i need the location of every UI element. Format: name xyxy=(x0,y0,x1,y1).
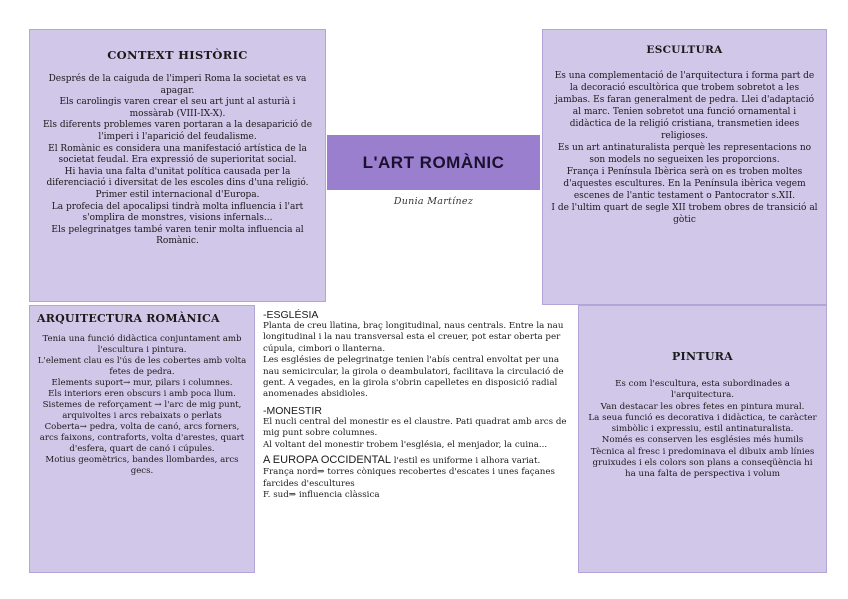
esglesia-heading: -ESGLÉSIA xyxy=(263,309,319,321)
context-heading: CONTEXT HISTÒRIC xyxy=(107,48,248,62)
pintura-paragraph: Només es conserven les esglésies més humils xyxy=(601,435,804,446)
context-paragraph: Després de la caiguda de l'imperi Roma la societat es va apagar. xyxy=(48,74,307,96)
europa-detail: F. sud⇒ influencia clàssica xyxy=(263,490,380,501)
monestir-paragraph: Al voltant del monestir trobem l'església, el menjador, la cuina... xyxy=(263,439,548,450)
pintura-paragraph: Es com l'escultura, esta subordinades a l'arquitectura. xyxy=(615,379,790,401)
context-paragraph: Els diferents problemes varen portaran a la desaparició de l'imperi i l'aparició del feudalisme. xyxy=(42,120,313,142)
arquitectura-paragraph: Motius geomètrics, bandes llombardes, arcs gecs. xyxy=(45,455,239,476)
context-historic-panel xyxy=(29,29,326,302)
arquitectura-paragraph: L'element clau es l'ús de les cobertes amb volta fetes de pedra. xyxy=(37,356,247,377)
context-paragraph: Els pelegrinatges també varen tenir molta influencia al Romànic. xyxy=(51,224,304,247)
pintura-paragraph: Tècnica al fresc i predominava el dibuix amb línies gruixudes i els colors son plans a conseqüència hi ha una falta de perspectiva i volum xyxy=(590,446,815,480)
pintura-heading: PINTURA xyxy=(671,350,734,363)
arquitectura-heading: ARQUITECTURA ROMÀNICA xyxy=(37,312,220,325)
esglesia-paragraph: Planta de creu llatina, braç longitudinal, naus centrals. Entre la nau longitudinal i la nau transversal esta el creuer, pot estar oberta per cúpula, cimbori o llanterna. xyxy=(263,321,564,354)
europa-detail: França nord⇒ torres còniques recobertes d'escates i unes façanes farcides d'escultures xyxy=(263,467,555,489)
arquitectura-paragraph: Elements suport→ mur, pilars i columnes. xyxy=(51,378,233,388)
esglesia-monestir-column xyxy=(263,309,575,571)
context-paragraph: Els carolingis varen crear el seu art junt al asturià i mossàrab (VIII-IX-X). xyxy=(59,97,296,119)
escultura-paragraph: Es un art antinaturalista perquè les representacions no son models no segueixen les proporcions. xyxy=(557,143,812,165)
escultura-panel xyxy=(542,29,827,305)
context-paragraph: La profecia del apocalipsi tindrà molta influencia i l'art s'omplira de monstres, visions infernals... xyxy=(51,201,304,224)
pintura-paragraph: Van destacar les obres fetes en pintura mural. xyxy=(600,401,805,412)
arquitectura-paragraph: Tenia una funció didàctica conjuntament amb l'escultura i pintura. xyxy=(42,334,242,355)
context-paragraph: El Romànic es considera una manifestació artística de la societat feudal. Era expressió de superioritat social. xyxy=(48,143,307,166)
title-banner xyxy=(327,135,540,190)
arquitectura-paragraph: Els interiors eren obscurs i amb poca llum. xyxy=(48,389,236,399)
monestir-heading: -MONESTIR xyxy=(263,404,322,417)
esglesia-paragraph: Les esglésies de pelegrinatge tenien l'abís central envoltat per una nau semicircular, la girola o deambulatori, facilitava la circulació de gent. A vegades, en la girola s'obrin capelletes en disposició radial anomenades absidioles. xyxy=(263,355,564,400)
arquitectura-panel xyxy=(29,305,255,573)
arquitectura-paragraph: Sistemes de reforçament → l'arc de mig punt, arquivoltes i arcs rebaixats o perlats xyxy=(42,400,242,421)
europa-paragraph xyxy=(263,455,575,467)
europa-heading: A EUROPA OCCIDENTAL xyxy=(263,454,391,467)
europa-text: l'estil es uniforme i alhora variat. xyxy=(390,456,541,467)
author-signature: Dunia Martínez xyxy=(393,196,474,207)
escultura-paragraph: França i Península Ibèrica serà on es troben moltes d'aquestes escultures. En la Península ibèrica vegem escenes de l'antic testament o Pantocrator s.XII. xyxy=(563,167,806,201)
monestir-paragraph: El nucli central del monestir es el claustre. Pati quadrat amb arcs de mig punt sobre columnes. xyxy=(263,416,567,439)
context-paragraph: Hi havia una falta d'unitat política causada per la diferenciació i diversitat de les escoles dins d'una religió. Primer estil internacional d'Europa. xyxy=(46,166,309,200)
arquitectura-paragraph: Coberta→ pedra, volta de canó, arcs forners, arcs faixons, contraforts, volta d'arestes, quart d'esfera, quart de canó i cúpules. xyxy=(39,422,245,454)
page-title: L'ART ROMÀNIC xyxy=(362,152,505,172)
pintura-paragraph: La seua funció es decorativa i didàctica, te caràcter simbòlic i expressiu, estil antinaturalista. xyxy=(588,412,817,435)
escultura-paragraph: I de l'ultim quart de segle XII trobem obres de transició al gòtic xyxy=(551,203,818,225)
escultura-paragraph: Es una complementació de l'arquitectura i forma part de la decoració escultòrica que trobem sobretot a les jambas. Es faran generalment de pedra. Llei d'adaptació al marc. Tenien sobretot una funció ornamental i didàctica de la religió cristiana, transmetien idees religioses. xyxy=(554,71,815,141)
escultura-heading: ESCULTURA xyxy=(646,44,723,56)
pintura-panel xyxy=(578,305,827,573)
